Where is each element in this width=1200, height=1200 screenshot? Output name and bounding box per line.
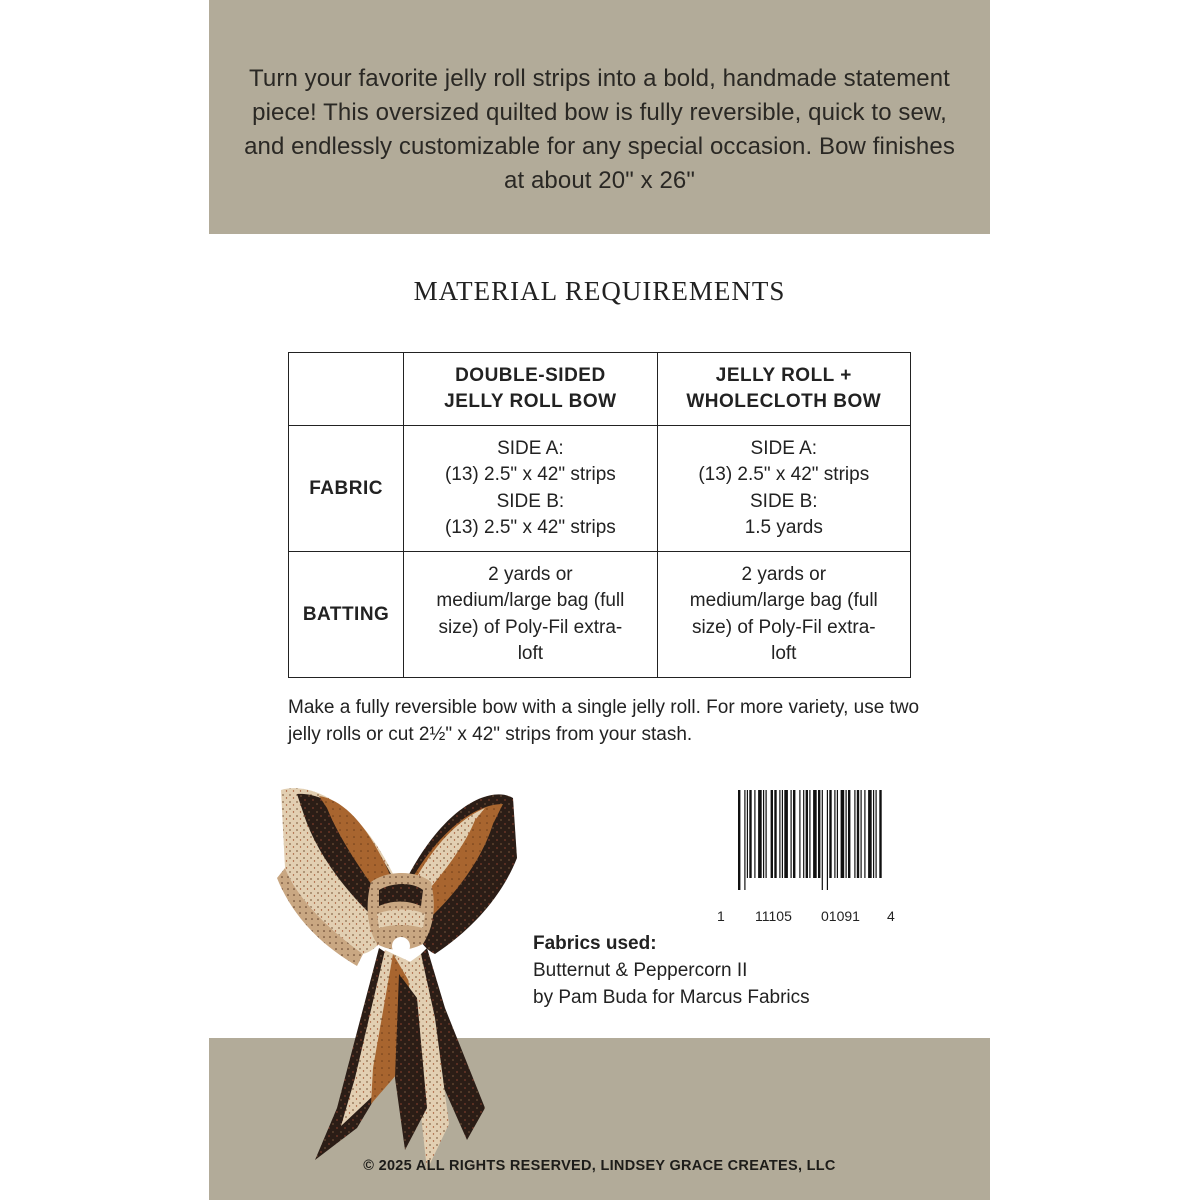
table-corner-cell (289, 353, 404, 426)
fabric-double-sided-cell (404, 426, 657, 552)
barcode-image (736, 790, 886, 890)
cell-line: size) of Poly-Fil extra- (438, 616, 623, 638)
material-requirements-heading: MATERIAL REQUIREMENTS (413, 276, 786, 306)
barcode-digit: 4 (887, 908, 895, 924)
column-header-line: JELLY ROLL BOW (444, 391, 617, 412)
column-header-line: DOUBLE-SIDED (455, 365, 606, 386)
fabrics-line: by Pam Buda for Marcus Fabrics (533, 987, 810, 1008)
barcode-digits (717, 908, 903, 926)
usage-note: Make a fully reversible bow with a single jelly roll. For more variety, use two jelly rolls or cut 2½" x 42" strips from your stash. (288, 697, 920, 745)
cell-line: (13) 2.5" x 42" strips (444, 464, 616, 485)
fabrics-line: Butternut & Peppercorn II (533, 960, 748, 981)
cell-line: medium/large bag (full (689, 590, 878, 611)
column-header-line: WHOLECLOTH BOW (686, 391, 882, 412)
cell-line: SIDE B: (750, 490, 818, 512)
fabrics-used-label: Fabrics used: (533, 933, 657, 954)
barcode-digit: 11105 (755, 908, 792, 924)
fabrics-used (533, 930, 953, 1011)
barcode-digit: 1 (717, 908, 725, 924)
cell-line: 2 yards or (741, 563, 827, 585)
column-header-double-sided (404, 353, 657, 426)
batting-wholecloth-cell (657, 552, 910, 678)
fabric-wholecloth-cell (657, 426, 910, 552)
row-header-batting: BATTING (289, 552, 404, 678)
table-row-fabric (289, 426, 911, 552)
cell-line: size) of Poly-Fil extra- (691, 616, 876, 638)
column-header-wholecloth (657, 353, 910, 426)
quilted-bow-image (267, 778, 527, 1170)
top-band (209, 0, 990, 234)
cell-line: loft (771, 643, 797, 664)
material-requirements-table (288, 352, 911, 678)
column-header-line: JELLY ROLL + (715, 365, 852, 386)
row-header-fabric: FABRIC (289, 426, 404, 552)
cell-line: medium/large bag (full (436, 590, 625, 611)
table-header-row (289, 353, 911, 426)
barcode-digit: 01091 (821, 908, 860, 924)
cell-line: loft (517, 643, 544, 664)
copyright-text: © 2025 ALL RIGHTS RESERVED, LINDSEY GRACE CREATES, LLC (363, 1158, 836, 1174)
table-row-batting (289, 552, 911, 678)
cell-line: (13) 2.5" x 42" strips (698, 464, 870, 485)
cell-line: (13) 2.5" x 42" strips (444, 517, 616, 538)
cell-line: 2 yards or (488, 563, 573, 585)
intro-text: Turn your favorite jelly roll strips into a bold, handmade statement piece! This oversized quilted bow is fully reversible, quick to sew, and endlessly customizable for any special occasion. Bow finishes at about 20" x 26" (244, 65, 955, 194)
cell-line: SIDE B: (496, 490, 565, 512)
batting-double-sided-cell (404, 552, 657, 678)
cell-line: 1.5 yards (744, 517, 823, 538)
pattern-back-cover (209, 0, 990, 1200)
cell-line: SIDE A: (497, 437, 564, 459)
cell-line: SIDE A: (750, 437, 818, 459)
